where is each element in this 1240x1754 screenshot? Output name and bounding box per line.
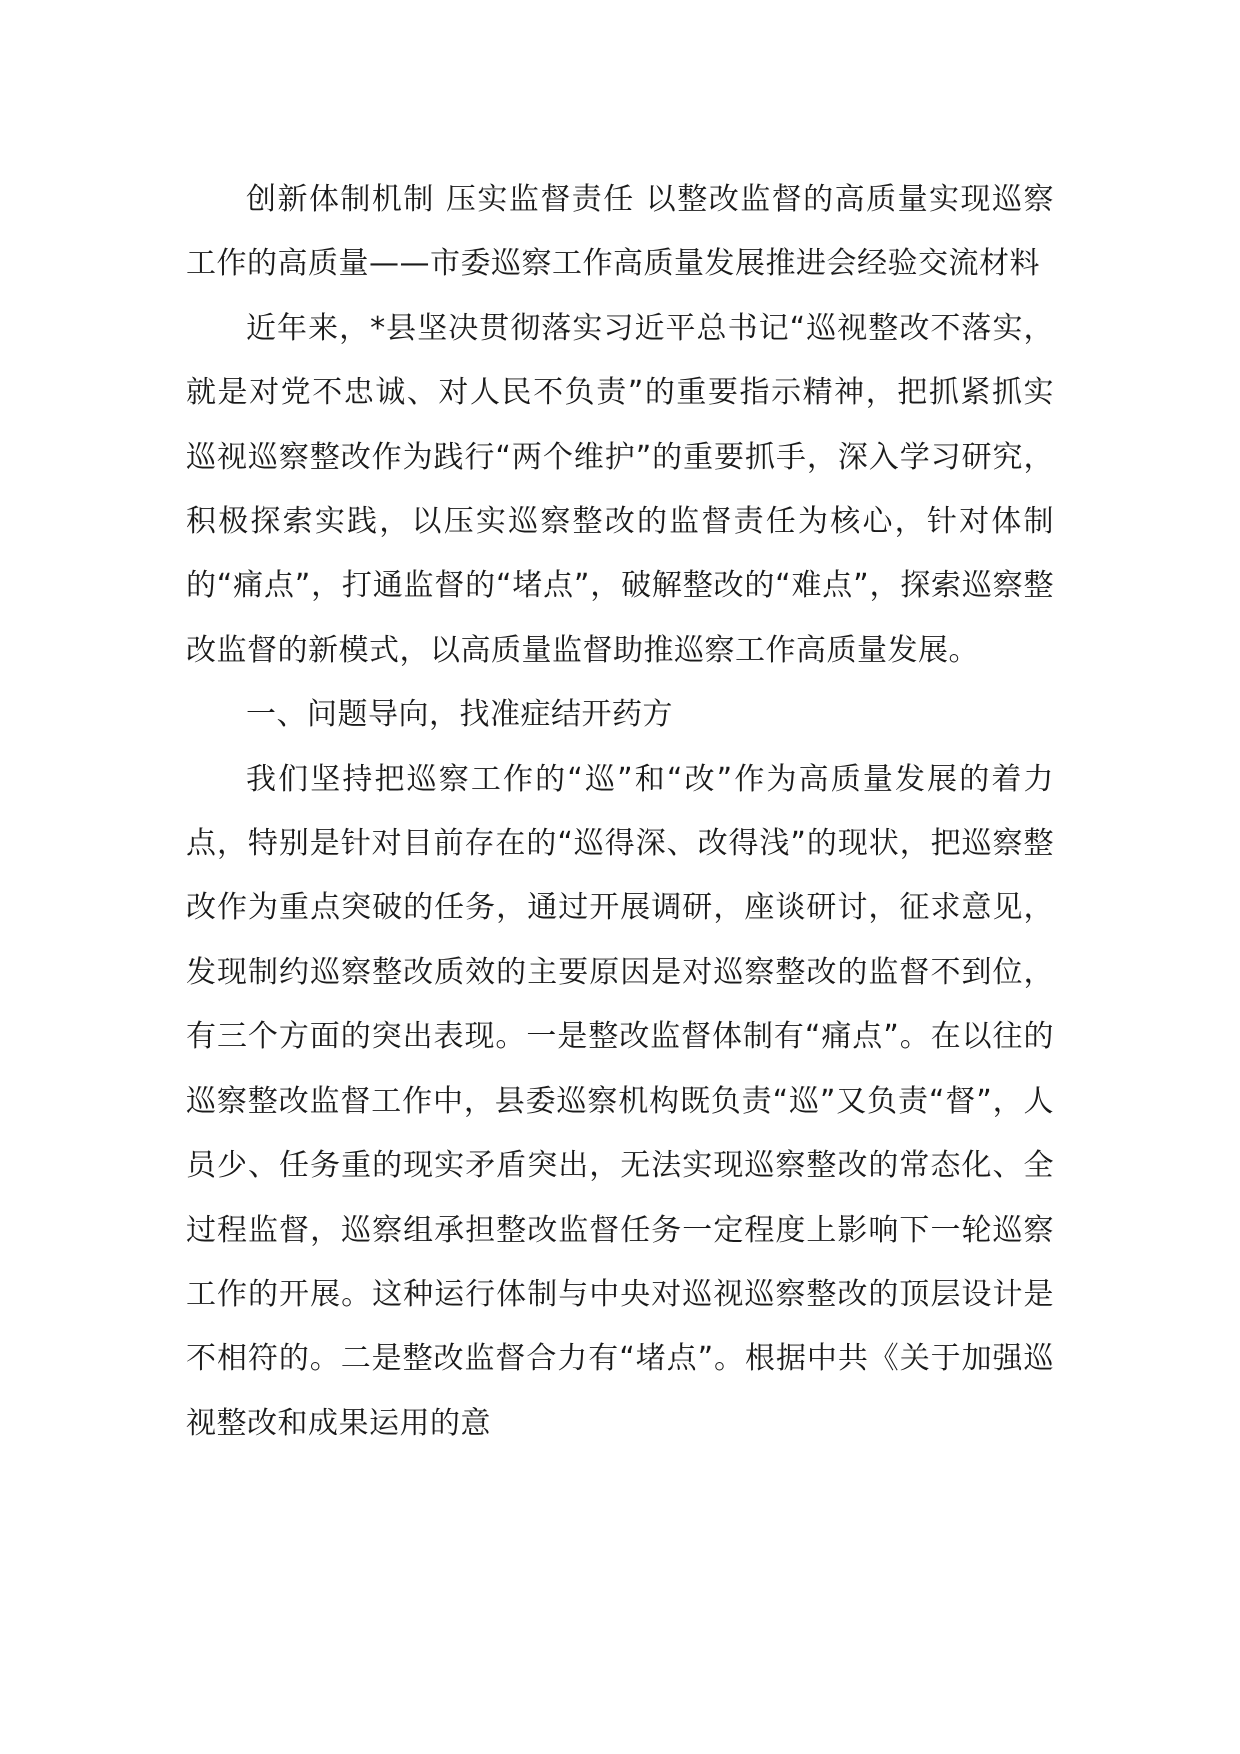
document-title: 创新体制机制 压实监督责任 以整改监督的高质量实现巡察工作的高质量——市委巡察工作高质量发展推进会经验交流材料	[186, 182, 1054, 282]
section-heading: 一、问题导向，找准症结开药方	[246, 697, 673, 733]
paragraph-intro: 近年来，*县坚决贯彻落实习近平总书记“巡视整改不落实，就是对党不忠诚、对人民不负责”的重要指示精神，把抓紧抓实巡视巡察整改作为践行“两个维护”的重要抓手，深入学习研究，积极探索实践，以压实巡察整改的监督责任为核心，针对体制的“痛点”，打通监督的“堵点”，破解整改的“难点”，探索巡察整改监督的新模式，以高质量监督助推巡察工作高质量发展。	[186, 310, 1054, 668]
paragraph-body: 我们坚持把巡察工作的“巡”和“改”作为高质量发展的着力点，特别是针对目前存在的“巡得深、改得浅”的现状，把巡察整改作为重点突破的任务，通过开展调研，座谈研讨，征求意见，发现制约巡察整改质效的主要原因是对巡察整改的监督不到位，有三个方面的突出表现。一是整改监督体制有“痛点”。在以往的巡察整改监督工作中，县委巡察机构既负责“巡”又负责“督”，人员少、任务重的现实矛盾突出，无法实现巡察整改的常态化、全过程监督，巡察组承担整改监督任务一定程度上影响下一轮巡察工作的开展。这种运行体制与中央对巡视巡察整改的顶层设计是不相符的。二是整改监督合力有“堵点”。根据中共《关于加强巡视整改和成果运用的意	[186, 761, 1054, 1441]
document-page	[186, 168, 1054, 1456]
